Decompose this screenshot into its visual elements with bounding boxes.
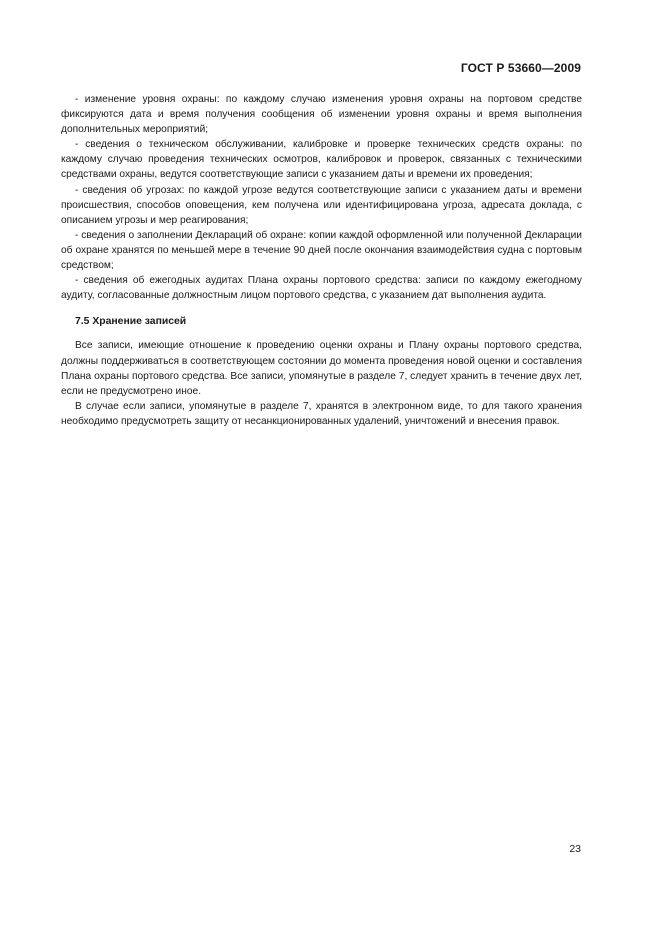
paragraph: В случае если записи, упомянутые в разделе 7, хранятся в электронном виде, то для такого хранения необходимо предусмотреть защиту от несанкционированных удалений, уничтожений и внесения правок.: [61, 400, 582, 427]
page-number: 23: [569, 843, 581, 855]
document-header: ГОСТ Р 53660—2009: [460, 61, 581, 75]
section-title: 7.5 Хранение записей: [75, 316, 187, 328]
page-content: [61, 92, 582, 429]
paragraph: Все записи, имеющие отношение к проведению оценки охраны и Плану охраны портового средства, должны поддерживаться в соответствующем состоянии до момента проведения новой оценки и составления Плана охраны портового средства. Все записи, упомянутые в разделе 7, следует хранить в течение двух лет, если не предусмотрено иное.: [61, 340, 582, 397]
list-item: - сведения о техническом обслуживании, калибровке и проверке технических средств охраны: по каждому случаю проведения технических осмотров, калибровок и проверок, связанных с техническими средствами охраны, ведутся соответствующие записи с указанием даты и времени их проведения;: [61, 139, 582, 181]
list-item: - сведения о заполнении Деклараций об охране: копии каждой оформленной или полученной Декларации об охране хранятся по меньшей мере в течение 90 дней после окончания взаимодействия судна с портовым средством;: [61, 229, 582, 272]
list-item: - сведения об угрозах: по каждой угрозе ведутся соответствующие записи с указанием даты и времени происшествия, способов оповещения, кем получена или идентифицирована угроза, адресата доклада, с описанием угрозы и мер реагирования;: [61, 184, 582, 226]
list-item: - изменение уровня охраны: по каждому случаю изменения уровня охраны на портовом средстве фиксируются дата и время получения сообщения об изменении уровня охраны и время выполнения дополнительных мероприятий;: [61, 94, 582, 136]
list-item: - сведения об ежегодных аудитах Плана охраны портового средства: записи по каждому ежегодному аудиту, согласованные должностным лицом портового средства, с указанием дат выполнения аудита.: [61, 275, 582, 302]
